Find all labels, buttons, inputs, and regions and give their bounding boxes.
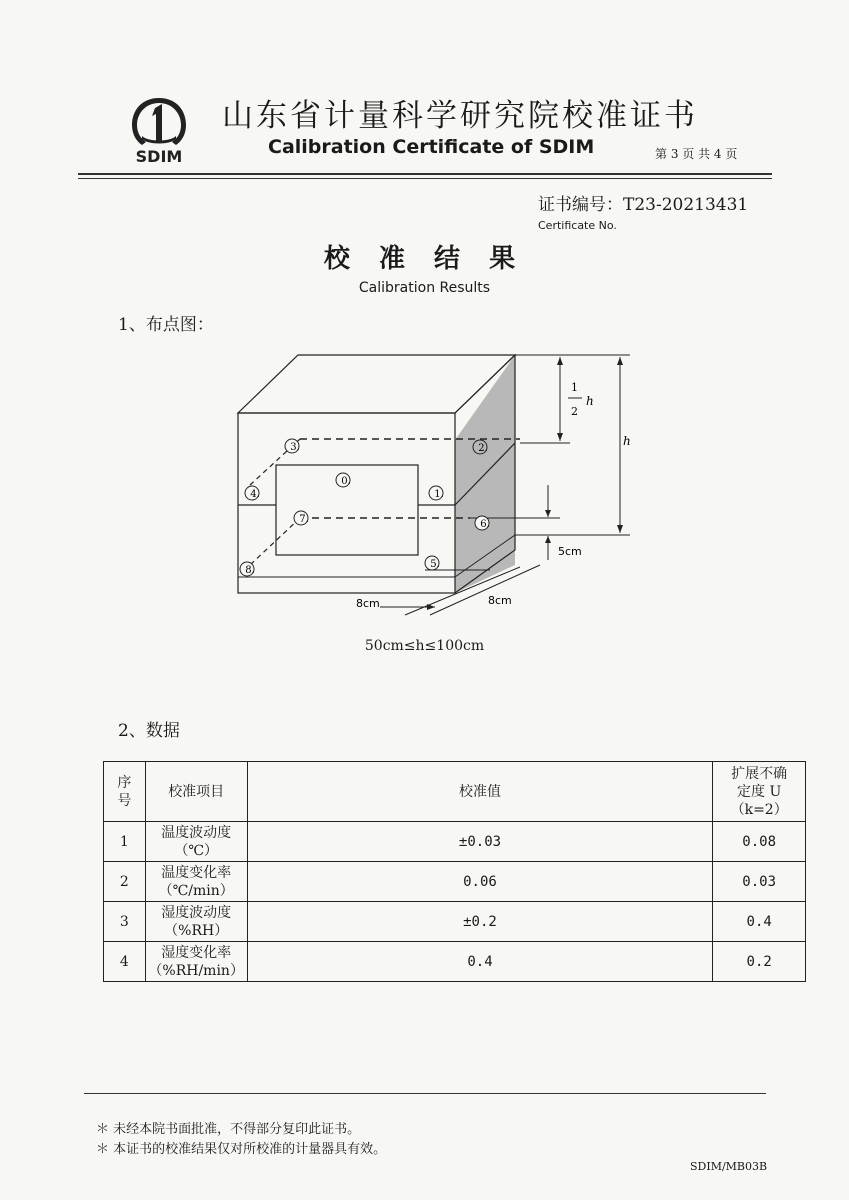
point-8-label: 8. bbox=[245, 565, 255, 576]
diagram-top-face bbox=[238, 355, 515, 413]
table-row bbox=[104, 822, 806, 862]
header-value: 校准值 bbox=[247, 762, 713, 822]
height-range: 50cm≤h≤100cm bbox=[364, 638, 485, 654]
row-uncertainty: 0.03 bbox=[713, 862, 806, 902]
point-6-label: 6. bbox=[480, 519, 490, 530]
certificate-number bbox=[538, 190, 748, 215]
table-header-row bbox=[104, 762, 806, 822]
row-value: 0.4 bbox=[247, 942, 713, 982]
point-0-label: 0. bbox=[341, 476, 351, 487]
header-rule-thick bbox=[78, 173, 772, 175]
certificate-title-cn: 山东省计量科学研究院校准证书 bbox=[222, 98, 698, 134]
point-2-label: 2. bbox=[478, 443, 488, 454]
row-item: 温度变化率 （℃/min） bbox=[145, 862, 247, 902]
half-numerator: 1 bbox=[571, 381, 578, 394]
row-index: 1 bbox=[104, 822, 146, 862]
results-title-cn: 校 准 结 果 bbox=[323, 244, 526, 274]
section1-title: 1、布点图： bbox=[118, 315, 214, 335]
table-row bbox=[104, 902, 806, 942]
point-3-label: 3. bbox=[290, 442, 300, 453]
row-item: 湿度变化率 （%RH/min） bbox=[145, 942, 247, 982]
h-label: h bbox=[623, 434, 631, 448]
certificate-title-en: Calibration Certificate of SDIM bbox=[268, 136, 595, 158]
table-row bbox=[104, 862, 806, 902]
row-uncertainty: 0.08 bbox=[713, 822, 806, 862]
certificate-number-label-en: Certificate No. bbox=[538, 219, 617, 232]
dim-8cm-left-label: 8cm bbox=[356, 597, 380, 610]
certificate-number-value: T23-20213431 bbox=[623, 195, 749, 215]
form-code: SDIM/MB03B bbox=[690, 1160, 768, 1173]
lower-dashed-diagonal bbox=[250, 518, 300, 565]
row-uncertainty: 0.2 bbox=[713, 942, 806, 982]
diagram-front-face bbox=[238, 413, 455, 593]
dim-5cm-label: 5cm bbox=[558, 545, 582, 558]
footer-note-1: ＊ 未经本院书面批准，不得部分复印此证书。 bbox=[96, 1122, 361, 1137]
row-uncertainty: 0.4 bbox=[713, 902, 806, 942]
calibration-data-table bbox=[103, 761, 806, 982]
row-value: ±0.03 bbox=[247, 822, 713, 862]
header-rule-thin bbox=[78, 178, 772, 179]
header-item: 校准项目 bbox=[145, 762, 247, 822]
row-index: 2 bbox=[104, 862, 146, 902]
point-7-label: 7. bbox=[299, 514, 309, 525]
header-index: 序 号 bbox=[104, 762, 146, 822]
half-h-label: h bbox=[586, 394, 594, 408]
point-5-label: 5. bbox=[430, 559, 440, 570]
row-index: 3 bbox=[104, 902, 146, 942]
point-4-label: 4. bbox=[250, 489, 260, 500]
footer-rule bbox=[84, 1093, 766, 1094]
section2-title: 2、数据 bbox=[118, 721, 180, 741]
table-row bbox=[104, 942, 806, 982]
layout-diagram bbox=[230, 345, 650, 625]
footer-note-2: ＊ 本证书的校准结果仅对所校准的计量器具有效。 bbox=[96, 1142, 387, 1157]
dim-8cm-right-label: 8cm bbox=[488, 594, 512, 607]
logo-text: SDIM bbox=[135, 147, 183, 164]
row-value: ±0.2 bbox=[247, 902, 713, 942]
row-index: 4 bbox=[104, 942, 146, 982]
half-denominator: 2 bbox=[571, 405, 578, 418]
sdim-logo bbox=[128, 92, 190, 164]
row-item: 温度波动度 （℃） bbox=[145, 822, 247, 862]
page-info: 第 3 页 共 4 页 bbox=[655, 147, 738, 161]
point-1-label: 1. bbox=[434, 489, 444, 500]
results-title-en: Calibration Results bbox=[358, 280, 491, 296]
row-item: 湿度波动度 （%RH） bbox=[145, 902, 247, 942]
certificate-number-label: 证书编号： bbox=[538, 195, 623, 215]
header-uncertainty: 扩展不确 定度 U （k=2） bbox=[713, 762, 806, 822]
row-value: 0.06 bbox=[247, 862, 713, 902]
